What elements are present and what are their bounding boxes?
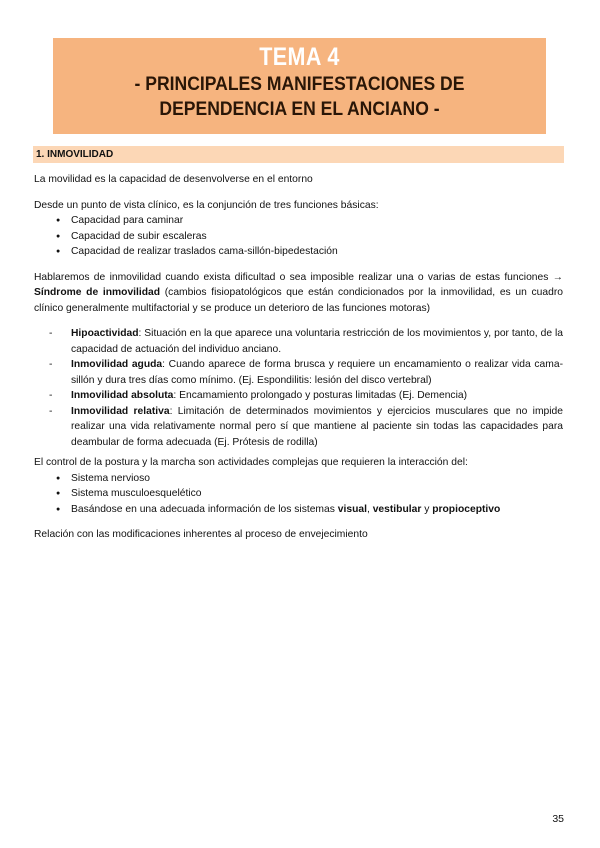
functions-list xyxy=(34,213,563,260)
topic-number: TEMA 4 xyxy=(259,43,340,71)
intro-paragraph: La movilidad es la capacidad de desenvolverse en el entorno xyxy=(34,174,313,185)
list-item: ● Capacidad de subir escaleras xyxy=(56,229,563,245)
systems-list xyxy=(34,471,563,518)
list-item: - Inmovilidad relativa: Limitación de determinados movimientos y ejercicios musculares que no impide realizar una vida relativamente normal pero sí que mantiene al paciente sin todas las capacidades para deambular de forma adecuada (Ej. Prótesis de rodilla) xyxy=(49,404,563,451)
list-item: ● Capacidad para caminar xyxy=(56,213,563,229)
clinical-lead: Desde un punto de vista clínico, es la conjunción de tres funciones básicas: xyxy=(34,199,379,211)
list-item: ● Capacidad de realizar traslados cama-sillón-bipedestación xyxy=(56,244,563,260)
inmovilidad-types-list xyxy=(34,326,563,450)
list-item: ● Basándose en una adecuada información de los sistemas visual, vestibular y propioceptivo xyxy=(56,502,563,518)
title-banner xyxy=(53,38,546,134)
list-item: ● Sistema musculoesquelético xyxy=(56,486,563,502)
list-item: ● Sistema nervioso xyxy=(56,471,563,487)
list-item: - Inmovilidad absoluta: Encamamiento prolongado y posturas limitadas (Ej. Demencia) xyxy=(49,388,563,404)
section-heading: 1. INMOVILIDAD xyxy=(33,146,564,163)
closing-paragraph: Relación con las modificaciones inherentes al proceso de envejecimiento xyxy=(34,529,368,540)
control-lead: El control de la postura y la marcha son actividades complejas que requieren la interacción del: xyxy=(34,457,468,468)
list-item: - Inmovilidad aguda: Cuando aparece de forma brusca y requiere un encamamiento o realizar vida cama-sillón y dura tres días como mínimo. (Ej. Espondilitis: lesión del disco vertebral) xyxy=(49,357,563,388)
topic-title: - PRINCIPALES MANIFESTACIONES DE DEPENDENCIA EN EL ANCIANO - xyxy=(134,73,465,120)
page-number: 35 xyxy=(552,813,564,825)
inmovilidad-paragraph: Hablaremos de inmovilidad cuando exista dificultad o sea imposible realizar una o varias de estas funciones → Síndrome de inmovilidad (cambios fisiopatológicos que están condicionados por la inmovilidad, es un cuadro clínico generalmente multifactorial y se produce un deterioro de las funciones motoras) xyxy=(34,271,563,314)
document-body xyxy=(34,172,563,543)
list-item: - Hipoactividad: Situación en la que aparece una voluntaria restricción de los movimientos y, por tanto, de la capacidad de actuación del individuo anciano. xyxy=(49,326,563,357)
syndrome-term: Síndrome de inmovilidad xyxy=(34,287,161,298)
